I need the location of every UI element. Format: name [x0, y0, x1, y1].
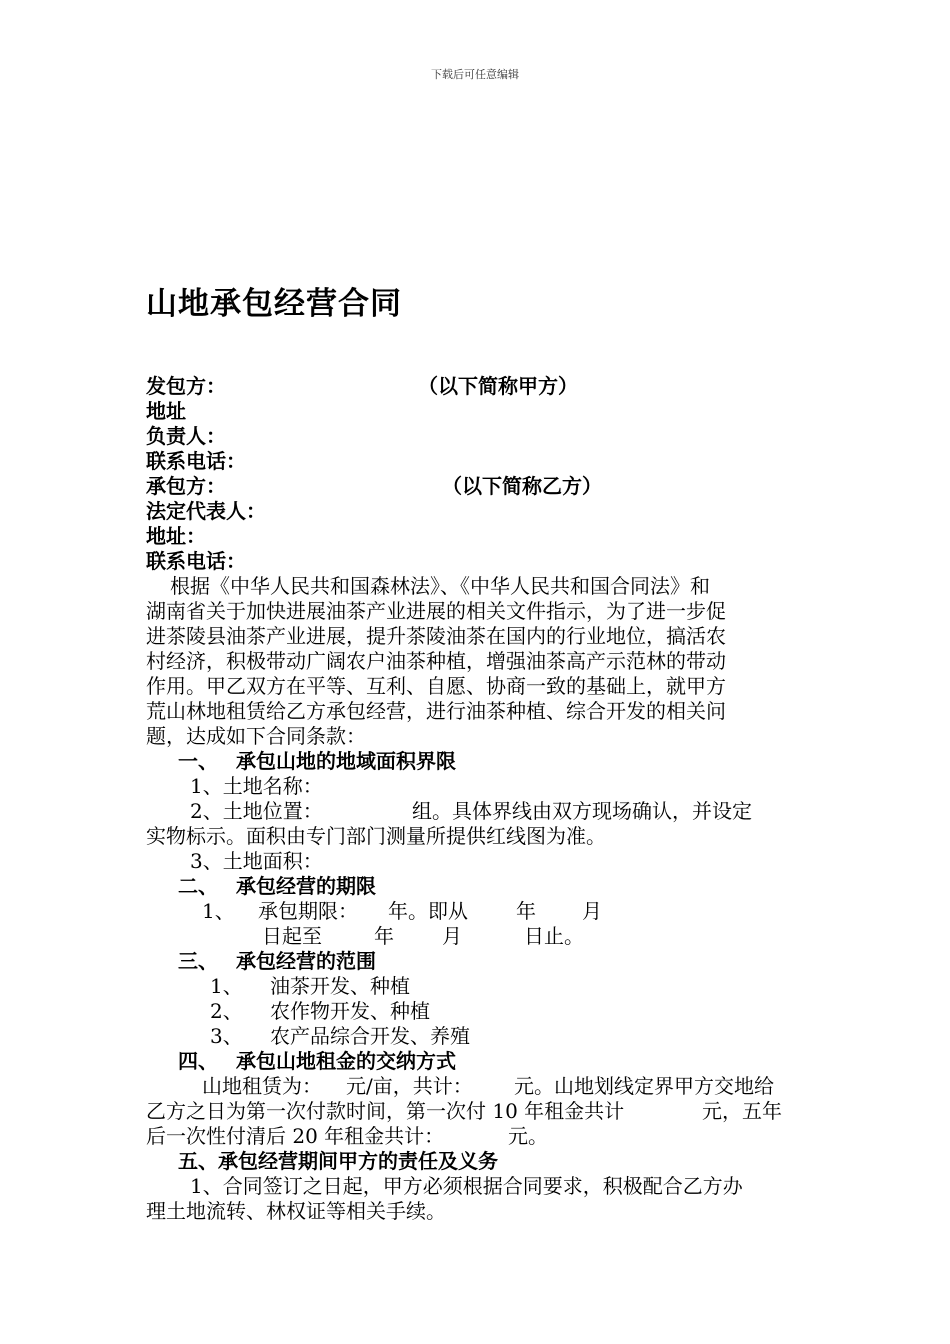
- party-b-phone-label: 联系电话：: [146, 549, 246, 573]
- section5-line2: 理土地流转、林权证等相关手续。: [146, 1199, 446, 1223]
- section4-title: 承包山地租金的交纳方式: [236, 1049, 456, 1073]
- section4-number: 四、: [178, 1049, 218, 1073]
- section1-number: 一、: [178, 749, 218, 773]
- section4-line3: 后一次性付清后 20 年租金共计：: [146, 1124, 445, 1148]
- section2-end-month: 月: [442, 924, 462, 948]
- section1-item2-text: 组。具体界线由双方现场确认，并设定: [412, 799, 752, 823]
- intro-line: 荒山林地租赁给乙方承包经营，进行油茶种植、综合开发的相关问: [146, 699, 726, 723]
- section3-number: 三、: [178, 949, 218, 973]
- party-a-person-label: 负责人：: [146, 424, 226, 448]
- intro-line: 作用。甲乙双方在平等、互利、自愿、协商一致的基础上，就甲方: [146, 674, 726, 698]
- intro-line: 村经济，积极带动广阔农户油茶种植，增强油茶高产示范林的带动: [146, 649, 726, 673]
- section4-rent-unit: 元/亩，共计：: [346, 1074, 473, 1098]
- section2-number: 二、: [178, 874, 218, 898]
- section4-rent-label: 山地租赁为：: [202, 1074, 322, 1098]
- document-title: 山地承包经营合同: [146, 286, 402, 322]
- section2-start-month: 月: [582, 899, 602, 923]
- section3-item-number: 1、: [210, 974, 243, 998]
- section3-item-number: 2、: [210, 999, 243, 1023]
- section1-item2-cont: 实物标示。面积由专门部门测量所提供红线图为准。: [146, 824, 606, 848]
- section5-title: 五、承包经营期间甲方的责任及义务: [178, 1149, 498, 1173]
- section2-end-day: 日止。: [524, 924, 584, 948]
- section2-item1-number: 1、: [202, 899, 235, 923]
- intro-line: 根据《中华人民共和国森林法》、《中华人民共和国合同法》和: [170, 574, 710, 598]
- party-b-address-label: 地址：: [146, 524, 206, 548]
- section2-start-day: 日起至: [262, 924, 322, 948]
- section4-rent-total: 元。山地划线定界甲方交地给: [514, 1074, 774, 1098]
- section2-title: 承包经营的期限: [236, 874, 376, 898]
- party-a-note: （以下简称甲方）: [418, 374, 578, 398]
- intro-line: 题，达成如下合同条款：: [146, 724, 366, 748]
- section1-item1: 1、土地名称：: [190, 774, 323, 798]
- intro-line: 进茶陵县油茶产业进展，提升茶陵油茶在国内的行业地位，搞活农: [146, 624, 726, 648]
- intro-line: 湖南省关于加快进展油茶产业进展的相关文件指示，为了进一步促: [146, 599, 726, 623]
- section4-line3-end: 元。: [508, 1124, 548, 1148]
- intro-paragraph: [146, 574, 806, 749]
- section1-title: 承包山地的地域面积界限: [236, 749, 456, 773]
- party-b-rep-label: 法定代表人：: [146, 499, 266, 523]
- section3-item-text: 油茶开发、种植: [270, 974, 410, 998]
- section3-item-text: 农作物开发、种植: [270, 999, 430, 1023]
- section3-item-number: 3、: [210, 1024, 243, 1048]
- party-b-note: （以下简称乙方）: [442, 474, 602, 498]
- section3-item-text: 农产品综合开发、养殖: [270, 1024, 470, 1048]
- section4-line2: 乙方之日为第一次付款时间，第一次付 10 年租金共计: [146, 1099, 625, 1123]
- section2-end-year: 年: [374, 924, 394, 948]
- section4-line2-end: 元，五年: [702, 1099, 782, 1123]
- party-a-phone-label: 联系电话：: [146, 449, 246, 473]
- party-a-address-label: 地址: [146, 399, 186, 423]
- section1-item3: 3、土地面积：: [190, 849, 323, 873]
- header-note: 下载后可任意编辑: [431, 68, 519, 81]
- section3-title: 承包经营的范围: [236, 949, 376, 973]
- section2-start-year: 年: [516, 899, 536, 923]
- section2-item1-label: 承包期限：: [258, 899, 358, 923]
- section2-years: 年。即从: [388, 899, 468, 923]
- party-a-label: 发包方：: [146, 374, 226, 398]
- party-b-label: 承包方：: [146, 474, 226, 498]
- section1-item2-label: 2、土地位置：: [190, 799, 323, 823]
- section5-line1: 1、合同签订之日起，甲方必须根据合同要求，积极配合乙方办: [190, 1174, 743, 1198]
